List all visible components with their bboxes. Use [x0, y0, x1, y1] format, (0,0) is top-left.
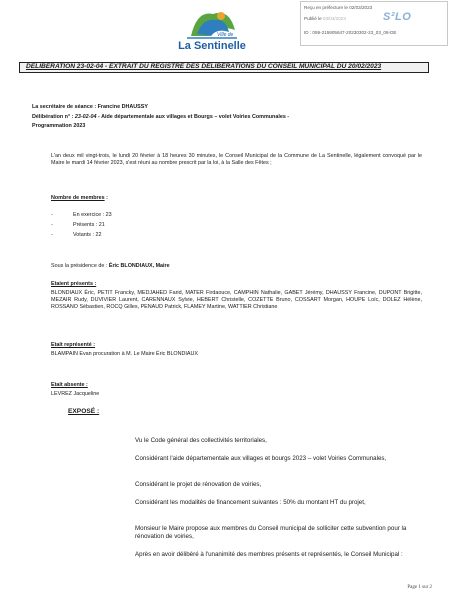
secretary-line: La secrétaire de séance : Francine DHAUSSY	[32, 104, 148, 110]
expose-paragraph: Vu le Code général des collectivités territoriales,	[135, 437, 267, 444]
page-number: Page 1 sur 2	[407, 585, 432, 590]
present-heading: Etaient présents :	[51, 281, 97, 287]
stamp-published-label: Publié le	[304, 16, 322, 21]
stamp-published	[304, 16, 346, 21]
s2lo-logo: S²LO	[383, 11, 412, 23]
logo-emblem	[177, 6, 247, 40]
deliberation-subject: - Aide départementale aux villages et Bourgs – volet Voiries Communales -	[96, 114, 290, 120]
members-item	[51, 222, 105, 229]
members-heading	[51, 195, 108, 202]
stamp-id: ID : 059-215905647-20230302-23_03_08-DE	[304, 30, 397, 35]
expose-heading: EXPOSÉ :	[68, 408, 100, 415]
presidency-line	[51, 263, 170, 270]
logo-town-name: La Sentinelle	[178, 40, 246, 52]
expose-paragraph: Considérant le projet de rénovation de voiries,	[135, 481, 262, 488]
deliberation-number: 23-02-04	[74, 114, 97, 120]
logo-ville-label: Ville de	[217, 32, 234, 38]
town-logo	[177, 6, 247, 58]
expose-paragraph: Considérant les modalités de financement suivantes : 50% du montant HT du projet,	[135, 499, 366, 506]
deliberation-prefix: Délibération n° :	[32, 114, 75, 120]
represented-text: BLAMPAIN Evan procuration à M. Le Maire Éric BLONDIAUX	[51, 351, 198, 357]
expose-paragraph: Considérant l'aide départementale aux villages et bourgs 2023 – volet Voiries Communales,	[135, 455, 387, 462]
expose-paragraph: Après en avoir délibéré à l'unanimité des membres présents et représentés, le Conseil Municipal :	[135, 551, 403, 558]
members-in-office: En exercice : 23	[73, 212, 112, 218]
prefecture-stamp	[300, 1, 448, 46]
stamp-published-date: 03/03/2023	[322, 16, 346, 21]
banner-title: DELIBERATION 23-02-04 - EXTRAIT DU REGISTRE DES DÉLIBÉRATIONS DU CONSEIL MUNICIPAL DU 20/02/2023	[26, 63, 382, 70]
intro-paragraph: L'an deux mil vingt-trois, le lundi 20 février à 18 heures 30 minutes, le Conseil Municipal de la Commune de La Sentinelle, légalement convoqué par le Maire le mardi 14 février 2023, s'est réuni au nombre prescrit par la loi, à la Salle des Fêtes ;	[51, 153, 422, 166]
members-item	[51, 232, 102, 239]
members-present: Présents : 21	[73, 222, 105, 228]
members-title: Nombre de membres	[51, 195, 105, 201]
deliberation-line-2: Programmation 2023	[32, 123, 86, 129]
deliberation-line	[32, 114, 289, 121]
deliberation-banner	[19, 62, 429, 73]
presidency-name: Éric BLONDIAUX, Maire	[108, 263, 170, 269]
members-colon: :	[104, 195, 108, 201]
stamp-received: Reçu en préfecture le 02/03/2023	[304, 5, 373, 10]
bullet: -	[51, 232, 53, 238]
members-voters: Votants : 22	[73, 232, 102, 238]
expose-paragraph: Monsieur le Maire propose aux membres du Conseil municipal de solliciter cette subvention pour la rénovation de voiries,	[135, 525, 407, 540]
members-item	[51, 212, 112, 219]
absent-text: LEVREZ Jacqueline	[51, 391, 100, 397]
presidency-label: Sous la présidence de :	[51, 263, 109, 269]
represented-heading: Etait représenté :	[51, 342, 96, 348]
present-list: BLONDIAUX Éric, PETIT Francky, MEDJAHED Farid, MATER Firdaouce, CAMPHIN Nathalie, GABET Jérémy, DHAUSSY Francine, DUPONT Brigitte, MEZAIR Rudy, DUVIVIER Laurent, CARENNAUX Sylvie, HEBERT Christelle, COZETTE Bruno, COSSART Morgan, HOUPE Loïc, DOLEZ Hélène, ROSSANO Sébastien, ROCQ Gilles, PENAUD Patrick, FLAMEY Martine, WATTIER Christiane	[51, 290, 422, 310]
bullet: -	[51, 212, 53, 218]
absent-heading: Etait absente :	[51, 382, 88, 388]
bullet: -	[51, 222, 53, 228]
